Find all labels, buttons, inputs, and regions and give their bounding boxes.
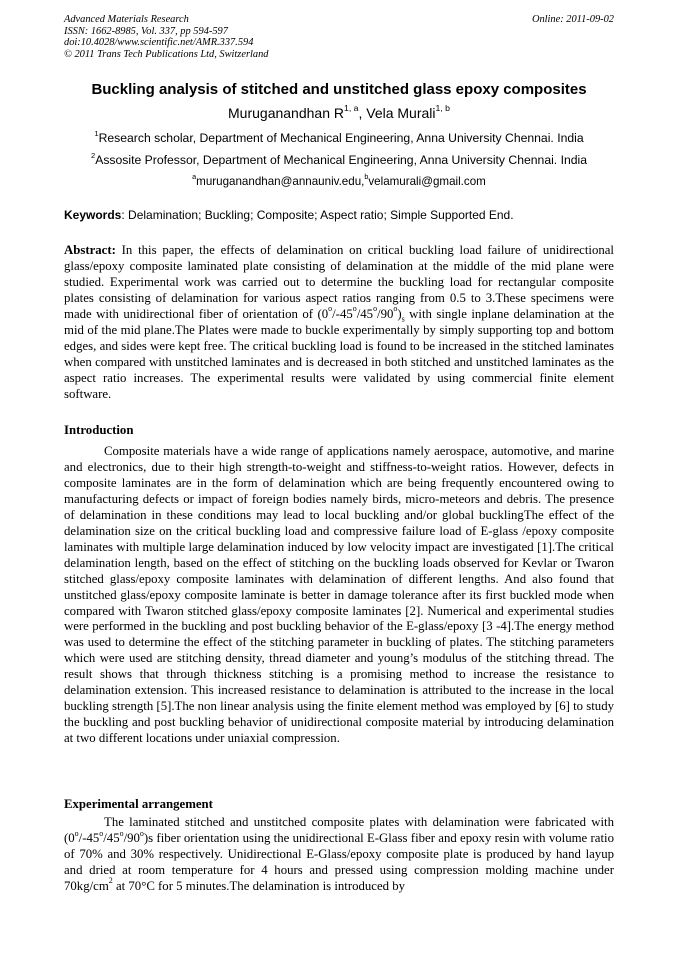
- author-1: Muruganandhan R: [228, 105, 344, 121]
- degree-mark: o: [352, 304, 357, 314]
- experimental-text: at 70°C for 5 minutes.The delamination is introduced by: [112, 878, 406, 893]
- email-a[interactable]: muruganandhan@annauniv.edu,: [196, 175, 365, 188]
- journal-copyright: © 2011 Trans Tech Publications Ltd, Switzerland: [64, 48, 269, 60]
- author-separator: ,: [358, 105, 367, 121]
- author-line: [20, 103, 658, 123]
- affiliation-2-marker: 2: [90, 150, 96, 160]
- experimental-text: )s fiber orientation using the unidirectional E-Glass fiber and epoxy resin with volume ratio of 70% and 30% respectively. Unidirectional E-Glass/epoxy composite plate is produced by hand layup and dried at room temperature for 4 hours and pressed using compression molding machine under 70kg/cm: [64, 830, 614, 893]
- degree-mark: o: [393, 304, 398, 314]
- experimental-body: [64, 815, 614, 895]
- abstract-text: with single inplane delamination at the mid of the mid plane.The Plates were made to buckle experimentally by simply supporting top and bottom edges, and sides were kept free. The critical buckling load is found to be increased in the stitched laminates when compared with unstitched laminates and is decreased in both stitched and unstitched laminates as the aspect ratio increases. The experimental results were validated by using commercial finite element software.: [64, 306, 614, 401]
- introduction-heading: Introduction: [64, 423, 134, 437]
- journal-header: [64, 14, 614, 66]
- abstract-text: In this paper, the effects of delamination on critical buckling load failure of unidirectional glass/epoxy composite laminated plate consisting of delamination at the middle of the mid plane were studied. Experimental work was carried out to determine the buckling load for rectangular composite plates consisting of delamination for various aspect ratios ranging from 0.5 to 3.These specimens were made with unidirectional fiber of orientation of (0: [64, 243, 614, 321]
- abstract-text: /90: [377, 306, 394, 321]
- online-date: Online: 2011-09-02: [531, 14, 614, 25]
- author-2: Vela Murali: [366, 105, 436, 121]
- abstract: [64, 243, 614, 403]
- abstract-text: ): [397, 306, 402, 321]
- abstract-text: /45: [356, 306, 374, 321]
- affiliation-2: [20, 152, 658, 168]
- abstract-text: /-45: [332, 306, 353, 321]
- author-emails: [20, 174, 658, 190]
- experimental-text: /90: [123, 830, 140, 845]
- experimental-heading: Experimental arrangement: [64, 797, 213, 811]
- email-a-marker: a: [192, 172, 197, 182]
- degree-mark: o: [99, 828, 104, 838]
- journal-name: Advanced Materials Research: [64, 14, 189, 25]
- keywords-label: Keywords: [64, 208, 122, 222]
- degree-mark: o: [119, 828, 124, 838]
- abstract-label: Abstract:: [64, 243, 116, 257]
- symmetric-subscript: s: [401, 314, 405, 324]
- affiliation-2-text: Assosite Professor, Department of Mechanical Engineering, Anna University Chennai. India: [95, 153, 588, 167]
- author-1-affil: 1, a: [344, 103, 359, 114]
- degree-mark: o: [373, 304, 378, 314]
- keywords-text: : Delamination; Buckling; Composite; Aspect ratio; Simple Supported End.: [121, 208, 514, 222]
- journal-issn: ISSN: 1662-8985, Vol. 337, pp 594-597: [64, 25, 228, 37]
- journal-doi: doi:10.4028/www.scientific.net/AMR.337.594: [64, 37, 254, 49]
- keywords: [64, 207, 614, 223]
- degree-mark: o: [328, 304, 333, 314]
- experimental-text: /-45: [78, 830, 100, 845]
- paper-title: Buckling analysis of stitched and unstitched glass epoxy composites: [91, 81, 587, 98]
- experimental-text: /45: [103, 830, 120, 845]
- squared-mark: 2: [108, 876, 113, 886]
- experimental-text: The laminated stitched and unstitched composite plates with delamination were fabricated with (0: [64, 815, 614, 845]
- introduction-body: Composite materials have a wide range of applications namely aerospace, automotive, and marine and electronics, due to their high strength-to-weight and stiffness-to-weight ratios. However, defects in composite laminates are in the form of delamination which are being frequently encountered owing to manufacturing defects or impact of foreign bodies namely birds, micro-meteors and debris. The presence of delamination in these conditions may lead to local buckling and/or global bucklingThe effect of the delamination size on the critical buckling load and compressive failure load of E-glass /epoxy composite laminates with multiple large delamination induced by low velocity impact are investigated [1].The critical delamination length, based on the effect of stitching on the buckling loads observed for Kevlar or Twaron stitched glass/epoxy composite laminates with delamination of different lengths. And also found that unstitched glass/epoxy composite laminate is better in damage tolerance after its first buckled mode when compared with Twaron stitched glass/epoxy composite laminates [2]. Numerical and experimental studies were performed in the buckling and post buckling behavior of the E-glass/epoxy [3 -4].The energy method was used to determine the effect of the stitching parameter in buckling of plates. The stitching parameters which were used are stitching density, thread diameter and young’s modulus of the stitching thread. The result shows that through thickness stitching is a promising method to increase the resistance to delamination extension. This increased resistance to delamination is attributed to the increase in the local buckling strength [5].The non linear analysis using the finite element method was employed by [6] to study the buckling and post buckling behavior of unidirectional composite material by introducing delamination at two different locations under uniaxial compression.: [64, 444, 614, 746]
- affiliation-1-marker: 1: [94, 128, 99, 138]
- affiliation-1: [20, 130, 658, 146]
- affiliation-1-text: Research scholar, Department of Mechanical Engineering, Anna University Chennai. India: [98, 131, 584, 145]
- degree-mark: o: [74, 828, 79, 838]
- email-b-marker: b: [364, 172, 369, 182]
- author-2-affil: 1, b: [435, 103, 450, 114]
- degree-mark: o: [139, 828, 144, 838]
- email-b[interactable]: velamurali@gmail.com: [368, 175, 486, 188]
